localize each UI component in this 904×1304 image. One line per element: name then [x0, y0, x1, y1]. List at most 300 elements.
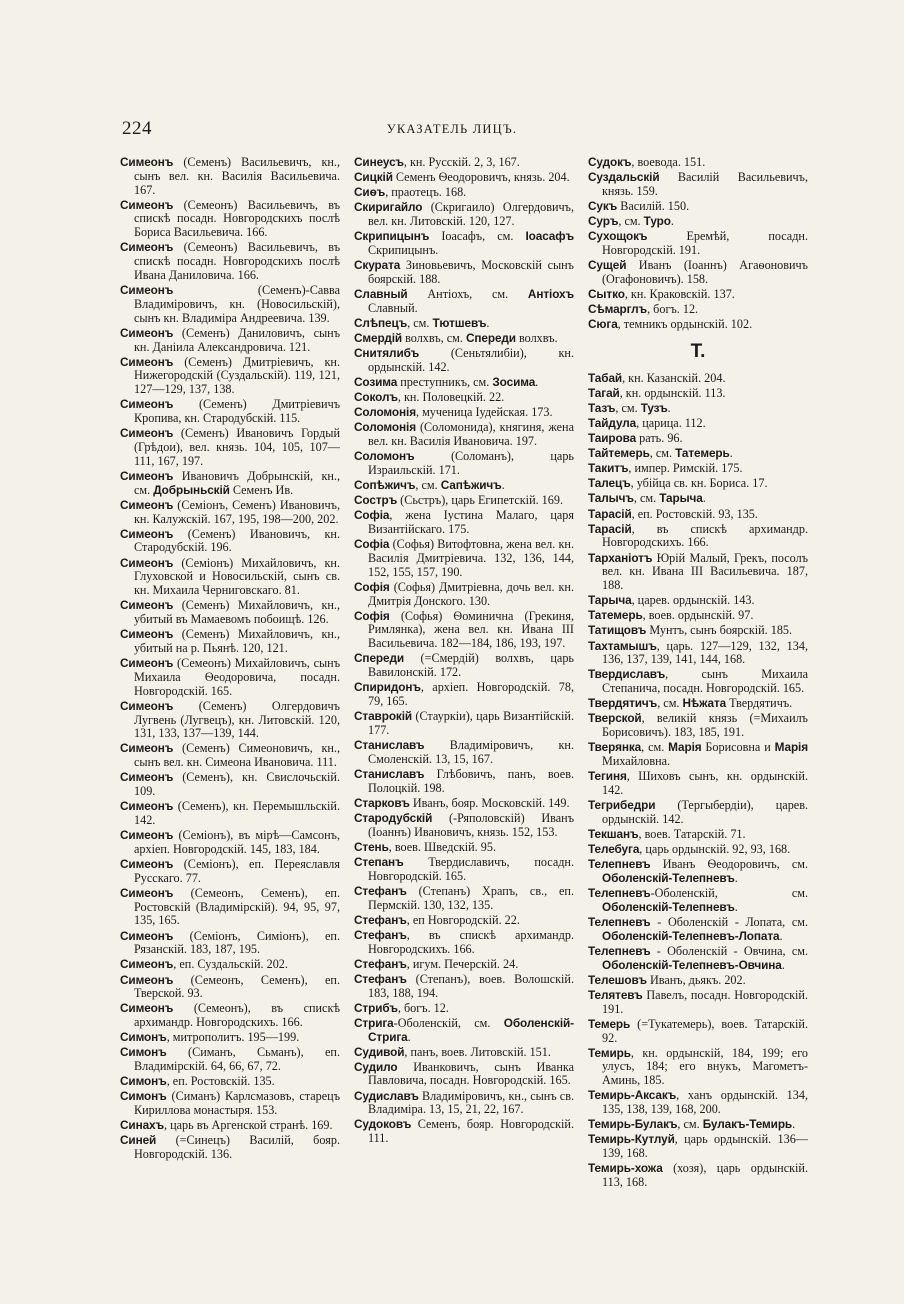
entry-text: Мунтъ, сынъ боярскій. 185. — [646, 623, 793, 638]
index-entry — [588, 402, 808, 416]
entry-text: , ханъ ордынскій. 134, 135, 138, 139, 168, 200. — [602, 1088, 808, 1117]
entry-text: , царь въ Аргенской странѣ. 169. — [164, 1118, 333, 1133]
entry-text: , воев. Шведскій. 95. — [388, 839, 497, 854]
entry-text: , см. — [677, 1117, 703, 1132]
index-entry — [354, 259, 574, 287]
index-entry — [120, 327, 340, 355]
index-entry — [120, 241, 340, 282]
entry-text: волхвъ, см. — [402, 330, 466, 345]
entry-text: , еп. Ростовскій. 93, 135. — [631, 506, 758, 521]
index-entry — [588, 609, 808, 623]
entry-text: Еремѣй, посадн. Новгородскій. 191. — [602, 229, 808, 257]
page-number: 224 — [122, 118, 152, 139]
section-letter-heading: Т. — [690, 340, 706, 362]
entry-cross-reference: Оболенскій-Телепневъ-Лопата — [602, 928, 780, 943]
entry-text: (Семенъ) Симеоновичъ, кн., сынъ вел. кн. Симеона Ивановича. 111. — [134, 741, 340, 770]
entry-headword: Тахтамышъ — [588, 638, 657, 653]
index-entry — [354, 652, 574, 680]
index-entry — [120, 1119, 340, 1133]
index-entry — [354, 739, 574, 767]
entry-headword: Телепневъ — [588, 943, 651, 958]
entry-headword: Симеонъ — [120, 1001, 174, 1016]
entry-text: . — [501, 477, 505, 492]
index-entry — [588, 552, 808, 593]
entry-headword: Телепневъ — [588, 857, 651, 872]
index-entry — [354, 914, 574, 928]
entry-text: (Семеонъ, Семенъ), еп. Ростовскій (Владимірскій). 94, 95, 97, 135, 165. — [134, 885, 340, 928]
entry-headword: Снитялибъ — [354, 346, 420, 361]
entry-text: , см. — [407, 315, 433, 330]
entry-headword: Спереди — [354, 651, 405, 666]
entry-text: . — [734, 870, 738, 885]
entry-text: Іоасафъ, см. — [429, 229, 526, 244]
index-entry — [588, 697, 808, 711]
entry-headword: Сухощокъ — [588, 229, 648, 244]
entry-headword: Соломонія — [354, 405, 416, 420]
index-entry — [354, 1061, 574, 1089]
entry-text: , въ спискѣ архимандр. Новгородскихъ. 166. — [602, 521, 808, 550]
index-entry — [354, 538, 574, 579]
index-entry — [120, 1002, 340, 1030]
entry-cross-reference: Марія — [774, 740, 809, 755]
index-entry — [120, 628, 340, 656]
entry-headword: Симеонъ — [120, 397, 174, 412]
entry-text: , жена Іустина Малаго, царя Византійскаго. 175. — [368, 508, 574, 536]
index-entry — [354, 347, 574, 375]
index-entry — [354, 1002, 574, 1016]
index-entry — [588, 712, 808, 740]
entry-text: . — [729, 446, 733, 461]
index-entry — [588, 508, 808, 522]
entry-text: Семенъ Ив. — [229, 482, 294, 497]
entry-text: Юрій Малый, Грекъ, посолъ вел. кн. Ивана III Васильевича. 187, 188. — [602, 550, 808, 593]
entry-headword: Скрипицынъ — [354, 229, 430, 244]
entry-headword: Стефанъ — [354, 912, 407, 927]
entry-headword: Стрибъ — [354, 1000, 398, 1015]
entry-cross-reference: Туро — [643, 214, 671, 229]
entry-text: , кн. Краковскій. 137. — [624, 286, 735, 301]
entry-text: , царев. ордынскій. 143. — [631, 593, 755, 608]
entry-headword: Стрига — [354, 1015, 394, 1030]
entry-headword: Сущей — [588, 258, 627, 273]
index-entry — [120, 657, 340, 698]
entry-headword: Тегрибедри — [588, 798, 656, 813]
index-entry — [588, 916, 808, 944]
entry-headword: Старковъ — [354, 795, 410, 810]
index-entry — [120, 700, 340, 741]
index-entry — [120, 599, 340, 627]
entry-headword: Темирь-хожа — [588, 1161, 663, 1176]
entry-text: Иванковичъ, сынъ Иванка Павловича, посадн. Новгородскій. 165. — [368, 1059, 574, 1088]
entry-text: (Степанъ) Храпъ, св., еп. Пермскій. 130, 132, 135. — [368, 883, 574, 912]
index-entry — [354, 1017, 574, 1045]
entry-headword: Симеонъ — [120, 885, 174, 900]
entry-text: (=Синецъ) Василій, бояр. Новгородскій. 136. — [134, 1133, 340, 1162]
entry-text: (Семеонъ), въ спискѣ архимандр. Новгородскихъ. 166. — [134, 1001, 340, 1030]
entry-headword: Софіа — [354, 537, 390, 552]
entry-text: , см. — [649, 446, 676, 461]
entry-headword: Тарыча — [588, 593, 632, 608]
entry-text: , кн. ордынскій. 113. — [619, 385, 726, 400]
entry-headword: Сѣмарглъ — [588, 302, 648, 317]
index-entry — [354, 186, 574, 200]
index-entry — [588, 432, 808, 446]
index-columns — [120, 156, 810, 1191]
entry-headword: Твердиславъ — [588, 667, 666, 682]
entry-text: Павелъ, посадн. Новгородскій. 191. — [602, 987, 808, 1016]
index-entry — [354, 201, 574, 229]
entry-cross-reference: Сапѣжичъ — [440, 477, 502, 492]
index-entry — [588, 259, 808, 287]
entry-headword: Софіа — [354, 508, 390, 523]
entry-headword: Станиславъ — [354, 766, 425, 781]
index-entry — [588, 230, 808, 258]
index-entry — [120, 470, 340, 498]
entry-text: (Симанъ) Карлсмазовъ, старецъ Кириллова монастыря. 153. — [134, 1089, 340, 1118]
entry-headword: Славный — [354, 286, 408, 301]
entry-text: Зиновьевичъ, Московскій сынъ боярскій. 188. — [368, 258, 574, 286]
entry-text: (Семенъ)-Савва Владиміровичъ, кн. (Новосильскій), сынъ кн. Владиміра Андреевича. 139. — [134, 283, 340, 325]
index-entry — [120, 1134, 340, 1162]
entry-cross-reference: Оболенскій-Телепневъ — [602, 870, 735, 885]
entry-headword: Симеонъ — [120, 497, 174, 512]
entry-headword: Симеонъ — [120, 526, 174, 541]
index-entry — [120, 557, 340, 598]
entry-headword: Стефанъ — [354, 971, 407, 986]
index-entry — [588, 741, 808, 769]
index-entry — [588, 828, 808, 842]
entry-text: (Софья) Витофтовна, жена вел. кн. Василія Дмитріевича. 132, 136, 144, 152, 155, 157, 190. — [368, 537, 574, 579]
entry-headword: Симеонъ — [120, 957, 174, 972]
index-entry — [588, 1133, 808, 1161]
index-entry — [588, 523, 808, 551]
entry-headword: Стень — [354, 839, 389, 854]
entry-headword: Тарасій — [588, 521, 632, 536]
entry-headword: Татищовъ — [588, 623, 647, 638]
entry-headword: Суздальскій — [588, 170, 660, 185]
index-entry — [354, 171, 574, 185]
entry-text: , см. — [615, 400, 641, 415]
entry-text: Глѣбовичъ, панъ, воев. Полоцкій. 198. — [368, 766, 574, 795]
entry-cross-reference: Тузъ — [640, 400, 668, 415]
entry-text: (Семенъ) Ивановичъ, кн. Стародубскій. 196. — [134, 526, 340, 555]
entry-text: , еп. Суздальскій. 202. — [173, 957, 288, 972]
entry-text: , см. — [657, 696, 683, 711]
entry-headword: Судивой — [354, 1044, 405, 1059]
index-entry — [588, 462, 808, 476]
entry-headword: Тагай — [588, 385, 620, 400]
entry-headword: Симонъ — [120, 1089, 167, 1104]
entry-text: Владиміровичъ, кн., сынъ св. Владиміра. 13, 15, 21, 22, 167. — [368, 1088, 574, 1117]
entry-text: Владиміровичъ, кн. Смоленскій. 13, 15, 167. — [368, 738, 574, 766]
entry-text: (Софья) Ѳоминична (Грекиня, Римлянка), жена вел. кн. Ивана III Васильевича. 182—184, 186, 193, 197. — [368, 608, 574, 651]
index-entry — [120, 199, 340, 240]
entry-text: , воев. Татарскій. 71. — [638, 826, 746, 841]
index-entry — [588, 387, 808, 401]
entry-text: , царь. 127—129, 132, 134, 136, 137, 139, 141, 144, 168. — [602, 638, 808, 667]
entry-text: (Семенъ), кн. Свислочьскій. 109. — [134, 770, 340, 799]
entry-headword: Симеонъ — [120, 627, 174, 642]
index-entry — [354, 288, 574, 316]
entry-text: , богъ. 12. — [647, 302, 699, 317]
entry-text: (Сеньтялибiи), кн. ордынскій. 142. — [368, 346, 574, 374]
entry-text: . — [486, 315, 490, 330]
entry-text: (Семіонъ) Михайловичъ, кн. Глуховской и Новосильскій, сынъ св. кн. Михаила Черниговскаго. 81. — [134, 555, 340, 598]
entry-text: Василій Васильевичъ, князь. 159. — [602, 170, 808, 198]
entry-text: (Сьстръ), царь Египетскій. 169. — [397, 493, 564, 508]
entry-headword: Судоковъ — [354, 1117, 412, 1132]
index-entry — [354, 812, 574, 840]
entry-text: , царь ордынскій. 136—139, 168. — [602, 1132, 808, 1161]
entry-text: , воевода. 151. — [631, 155, 706, 169]
index-entry — [120, 1075, 340, 1089]
index-entry — [354, 973, 574, 1001]
entry-text: . — [702, 491, 706, 506]
index-entry — [588, 770, 808, 798]
index-entry — [588, 288, 808, 302]
running-head: УКАЗАТЕЛЬ ЛИЦЪ. — [386, 122, 518, 136]
entry-headword: Талецъ — [588, 476, 631, 491]
entry-headword: Стефанъ — [354, 927, 407, 942]
index-entry — [588, 171, 808, 199]
index-entry — [120, 1090, 340, 1118]
entry-headword: Суръ — [588, 214, 619, 229]
entry-text: , царица. 112. — [636, 416, 706, 431]
entry-text: (Тергыбердіи), царев. ордынскій. 142. — [602, 798, 808, 826]
entry-text: , кн. Русскій. 2, 3, 167. — [403, 155, 520, 169]
entry-text: , кн. Казанскій. 204. — [622, 370, 726, 385]
entry-text: , см. — [641, 740, 669, 755]
entry-headword: Такитъ — [588, 461, 629, 476]
entry-headword: Симеонъ — [120, 656, 174, 671]
entry-headword: Симеонъ — [120, 468, 174, 483]
entry-headword: Темерь — [588, 1016, 631, 1031]
entry-text: , мученица Іудейская. 173. — [415, 405, 553, 420]
entry-text: (Семенъ) Ивановичъ Гордый (Грѣдои), вел. князь. 104, 105, 107—111, 167, 197. — [134, 426, 340, 468]
entry-cross-reference: Татемерь — [675, 446, 730, 461]
entry-text: волхвъ. — [515, 330, 558, 345]
index-column-1 — [120, 156, 340, 1191]
entry-headword: Симонъ — [120, 1074, 167, 1089]
index-entry — [354, 610, 574, 651]
entry-headword: Стефанъ — [354, 956, 407, 971]
index-entry — [120, 742, 340, 770]
index-entry — [120, 800, 340, 828]
entry-cross-reference: Зосима — [492, 374, 536, 389]
index-entry — [588, 624, 808, 638]
entry-text: , панъ, воев. Литовскій. 151. — [404, 1044, 551, 1059]
entry-text: , см. — [618, 214, 644, 229]
entry-headword: Тарасій — [588, 506, 632, 521]
entry-headword: Судило — [354, 1059, 398, 1074]
entry-text: (Соломонида), княгиня, жена вел. кн. Василія Ивановича. 197. — [368, 420, 574, 448]
index-entry — [354, 768, 574, 796]
entry-text: , см. — [633, 491, 660, 506]
entry-headword: Симонъ — [120, 1030, 167, 1045]
index-entry — [354, 230, 574, 258]
entry-text: (Семенъ), кн. Перемышльскій. 142. — [134, 799, 340, 827]
index-entry — [354, 332, 574, 346]
entry-headword: Симеонъ — [120, 928, 174, 943]
entry-text: , митрополитъ. 195—199. — [166, 1030, 300, 1045]
entry-headword: Симеонъ — [120, 799, 174, 814]
index-entry — [588, 974, 808, 988]
entry-text: , въ спискѣ архимандр. Новгородскихъ. 166. — [368, 927, 574, 956]
entry-text: (Семеонъ) Михайловичъ, сынъ Михаила Ѳеодоровича, посадн. Новгородскій. 165. — [134, 656, 340, 698]
entry-text: (-Ряполовскій) Иванъ (Іоаннъ) Ивановичъ, князь. 152, 153. — [368, 810, 574, 839]
entry-headword: Смердій — [354, 330, 403, 345]
entry-text: . — [781, 957, 785, 972]
index-entry — [588, 200, 808, 214]
index-entry — [588, 1162, 808, 1190]
entry-cross-reference: Марія — [668, 740, 702, 755]
entry-text: (Семіонъ), еп. Переяславля Русскаго. 77. — [134, 856, 340, 885]
entry-headword: Судиславъ — [354, 1088, 419, 1103]
index-entry — [120, 930, 340, 958]
entry-headword: Симеонъ — [120, 741, 174, 756]
index-entry — [588, 1047, 808, 1088]
entry-headword: Симеонъ — [120, 972, 174, 987]
entry-text: Борисовна и — [701, 740, 775, 755]
index-entry — [354, 1046, 574, 1060]
index-entry — [354, 581, 574, 609]
entry-headword: Софія — [354, 608, 390, 623]
entry-headword: Степанъ — [354, 854, 404, 869]
entry-headword: Тверянка — [588, 740, 642, 755]
entry-headword: Тегиня — [588, 769, 627, 784]
entry-headword: Состръ — [354, 493, 398, 508]
entry-headword: Симеонъ — [120, 197, 174, 212]
index-entry — [588, 640, 808, 668]
entry-headword: Сытко — [588, 286, 625, 301]
index-entry — [354, 797, 574, 811]
index-entry — [588, 887, 808, 915]
index-entry — [588, 1118, 808, 1132]
entry-text: Твердиславичъ, посадн. Новгородскій. 165. — [368, 854, 574, 883]
entry-text: . — [734, 899, 738, 914]
entry-headword: Симеонъ — [120, 828, 174, 843]
index-entry — [354, 710, 574, 738]
index-entry — [588, 945, 808, 973]
entry-headword: Телятевъ — [588, 987, 643, 1002]
entry-cross-reference: Добрыньскій — [153, 482, 230, 497]
entry-headword: Темирь-Булакъ — [588, 1117, 678, 1132]
entry-headword: Судокъ — [588, 155, 632, 169]
entry-headword: Тверской — [588, 711, 642, 726]
entry-text: , царь ордынскій. 92, 93, 168. — [639, 842, 791, 857]
entry-cross-reference: Оболенскій-Стрига — [368, 1015, 574, 1044]
index-entry — [354, 391, 574, 405]
entry-headword: Темирь-Кутлуй — [588, 1132, 675, 1147]
index-entry — [588, 799, 808, 827]
entry-text: (Стауркіи), царь Византійскій. 177. — [368, 709, 574, 737]
entry-headword: Тайдула — [588, 416, 637, 431]
entry-text: Семенъ, бояр. Новгородскій. 111. — [368, 1117, 574, 1146]
entry-cross-reference: Оболенскій-Телепневъ-Овчина — [602, 957, 782, 972]
entry-headword: Стародубскій — [354, 810, 433, 825]
entry-headword: Скурата — [354, 258, 401, 273]
entry-text: . — [792, 1117, 796, 1132]
entry-text: (Семенъ) Даниловичъ, сынъ кн. Даніила Александровича. 121. — [134, 325, 340, 354]
entry-cross-reference: Іоасафъ — [525, 229, 574, 244]
entry-headword: Сиѳъ — [354, 185, 386, 200]
index-entry — [120, 427, 340, 468]
entry-headword: Таирова — [588, 431, 637, 446]
index-entry — [588, 215, 808, 229]
entry-headword: Сицкій — [354, 170, 393, 185]
entry-text: (Софья) Дмитріевна, дочь вел. кн. Дмитрія Донского. 130. — [368, 579, 574, 608]
entry-headword: Соломонія — [354, 420, 416, 435]
index-entry — [588, 858, 808, 886]
entry-cross-reference: Антіохъ — [527, 286, 574, 301]
entry-headword: Симеонъ — [120, 155, 174, 169]
entry-text: (Семенъ) Дмитріевичъ, кн. Нижегородскій (Суздальскій). 119, 121, 127—129, 137, 138. — [134, 354, 340, 397]
entry-text: Иванъ, бояр. Московскій. 149. — [409, 795, 570, 810]
index-entry — [588, 477, 808, 491]
index-entry — [120, 958, 340, 972]
entry-text: (=Смердій) волхвъ, царь Вавилонскій. 172. — [368, 651, 574, 680]
index-entry — [588, 318, 808, 332]
entry-text: (Семіонъ, Семенъ) Ивановичъ, кн. Калужскій. 167, 195, 198—200, 202. — [134, 497, 340, 526]
index-entry — [588, 1018, 808, 1046]
entry-text: , убійца св. кн. Бориса. 17. — [630, 476, 768, 491]
index-entry — [120, 887, 340, 928]
entry-text: Твердятичъ. — [726, 696, 793, 711]
index-entry — [354, 494, 574, 508]
entry-text: . — [670, 214, 674, 229]
entry-headword: Сукъ — [588, 198, 618, 213]
entry-text: (Семіонъ), въ мірѣ—Самсонъ, архіеп. Новгородскій. 145, 183, 184. — [134, 828, 340, 856]
entry-headword: Синахъ — [120, 1118, 165, 1133]
entry-headword: Слѣпецъ — [354, 315, 408, 330]
index-entry — [354, 1090, 574, 1118]
entry-text: Иванъ, дьякъ. 202. — [646, 972, 746, 987]
entry-headword: Ставрокій — [354, 709, 413, 724]
index-entry — [120, 974, 340, 1002]
entry-headword: Симеонъ — [120, 856, 174, 871]
entry-text: (Семенъ) Олгердовичъ Лугвень (Лугвецъ), кн. Литовскій. 120, 131, 133, 137—139, 144. — [134, 698, 340, 741]
entry-text: (Семеонъ) Васильевичъ, въ спискѣ посадн. Новгородскихъ послѣ Бориса Васильевича. 166. — [134, 197, 340, 240]
entry-headword: Симеонъ — [120, 325, 174, 340]
entry-headword: Сопѣжичъ — [354, 477, 416, 492]
entry-text: Иванъ Ѳеодоровичъ, см. — [650, 857, 808, 872]
entry-text: преступникъ, см. — [397, 374, 493, 389]
entry-headword: Симеонъ — [120, 698, 174, 713]
index-column-3 — [588, 156, 808, 1191]
entry-text: , сынъ Михаила Степанича, посадн. Новгородскій. 165. — [602, 667, 808, 696]
index-entry — [354, 406, 574, 420]
index-entry — [120, 284, 340, 325]
entry-cross-reference: Булакъ-Темирь — [702, 1117, 793, 1132]
entry-headword: Тазъ — [588, 400, 616, 415]
entry-headword: Симеонъ — [120, 240, 174, 255]
entry-text: -Оболенскій, см. — [650, 886, 808, 901]
index-entry — [354, 376, 574, 390]
entry-text: (хозя), царь ордынскій. 113, 168. — [602, 1161, 808, 1189]
entry-text: , еп Новгородскій. 22. — [406, 912, 520, 927]
index-entry — [120, 156, 340, 197]
entry-headword: Соломонъ — [354, 449, 415, 464]
entry-headword: Телешовъ — [588, 972, 647, 987]
index-entry — [354, 841, 574, 855]
entry-text: Ивановичъ Добрынскій, кн., см. — [134, 468, 340, 497]
entry-text: , темникъ ордынскій. 102. — [617, 317, 753, 332]
entry-headword: Талычъ — [588, 491, 634, 506]
entry-text: Семенъ Ѳеодоровичъ, князь. 204. — [392, 170, 570, 185]
entry-cross-reference: Оболенскій-Телепневъ — [602, 899, 735, 914]
entry-text: , импер. Римскій. 175. — [628, 461, 743, 476]
entry-headword: Тайтемерь — [588, 446, 650, 461]
